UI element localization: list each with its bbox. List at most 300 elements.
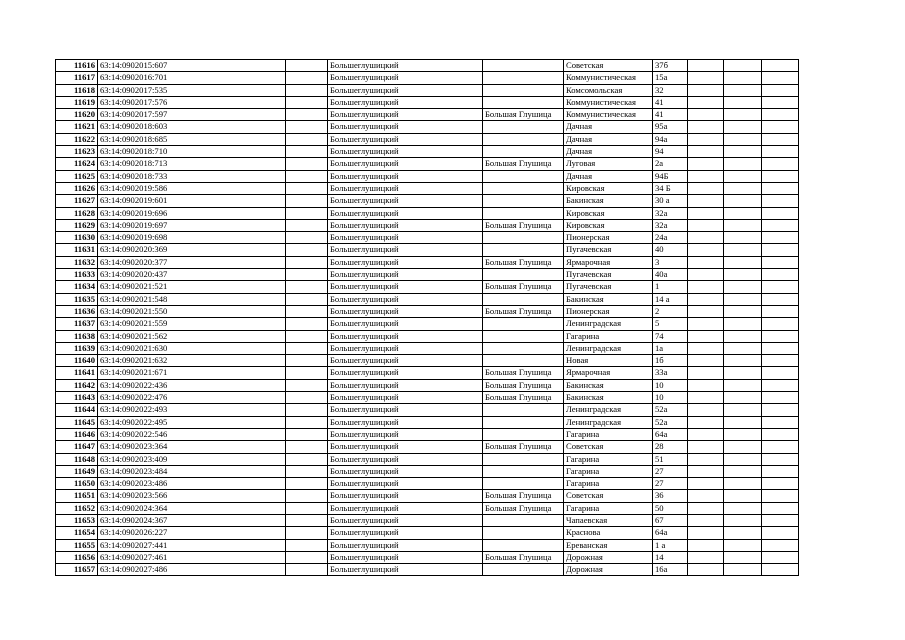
empty-cell	[724, 232, 762, 244]
district-cell: Большеглушицкий	[328, 367, 483, 379]
locality-cell: Большая Глушица	[483, 281, 564, 293]
district-cell: Большеглушицкий	[328, 293, 483, 305]
empty-cell	[688, 330, 724, 342]
locality-cell: Большая Глушица	[483, 219, 564, 231]
house-number-cell: 52а	[653, 404, 688, 416]
empty-cell	[688, 355, 724, 367]
empty-cell	[762, 170, 799, 182]
locality-cell	[483, 465, 564, 477]
empty-cell	[688, 379, 724, 391]
empty-cell	[762, 109, 799, 121]
street-cell: Бакинская	[564, 392, 653, 404]
locality-cell: Большая Глушица	[483, 305, 564, 317]
empty-cell	[724, 392, 762, 404]
district-cell: Большеглушицкий	[328, 109, 483, 121]
house-number-cell: 32а	[653, 219, 688, 231]
empty-cell	[762, 256, 799, 268]
house-number-cell: 32а	[653, 207, 688, 219]
empty-cell	[688, 232, 724, 244]
district-cell: Большеглушицкий	[328, 416, 483, 428]
table-body	[56, 60, 799, 576]
district-cell: Большеглушицкий	[328, 478, 483, 490]
empty-cell	[762, 502, 799, 514]
street-cell: Ленинградская	[564, 342, 653, 354]
cadastral-number-cell: 63:14:0902027:486	[98, 564, 286, 576]
locality-cell	[483, 564, 564, 576]
empty-cell	[762, 527, 799, 539]
street-cell: Дорожная	[564, 564, 653, 576]
empty-cell	[724, 355, 762, 367]
table-row	[56, 305, 799, 317]
empty-cell	[688, 96, 724, 108]
locality-cell	[483, 244, 564, 256]
empty-cell	[286, 195, 328, 207]
house-number-cell: 33а	[653, 367, 688, 379]
locality-cell	[483, 232, 564, 244]
row-number-cell: 11646	[56, 428, 98, 440]
street-cell: Ярмарочная	[564, 367, 653, 379]
street-cell: Гагарина	[564, 502, 653, 514]
empty-cell	[724, 502, 762, 514]
house-number-cell: 10	[653, 392, 688, 404]
cadastral-number-cell: 63:14:0902018:685	[98, 133, 286, 145]
locality-cell	[483, 428, 564, 440]
locality-cell	[483, 121, 564, 133]
table-row	[56, 244, 799, 256]
cadastral-number-cell: 63:14:0902019:696	[98, 207, 286, 219]
street-cell: Пионерская	[564, 232, 653, 244]
empty-cell	[286, 146, 328, 158]
empty-cell	[688, 182, 724, 194]
house-number-cell: 2	[653, 305, 688, 317]
house-number-cell: 74	[653, 330, 688, 342]
cadastral-number-cell: 63:14:0902021:559	[98, 318, 286, 330]
district-cell: Большеглушицкий	[328, 60, 483, 72]
row-number-cell: 11618	[56, 84, 98, 96]
empty-cell	[724, 207, 762, 219]
empty-cell	[762, 244, 799, 256]
district-cell: Большеглушицкий	[328, 146, 483, 158]
empty-cell	[724, 219, 762, 231]
house-number-cell: 28	[653, 441, 688, 453]
district-cell: Большеглушицкий	[328, 342, 483, 354]
cadastral-number-cell: 63:14:0902018:710	[98, 146, 286, 158]
table-row	[56, 551, 799, 563]
cadastral-number-cell: 63:14:0902022:476	[98, 392, 286, 404]
empty-cell	[286, 60, 328, 72]
district-cell: Большеглушицкий	[328, 158, 483, 170]
empty-cell	[688, 527, 724, 539]
locality-cell	[483, 195, 564, 207]
house-number-cell: 1 а	[653, 539, 688, 551]
house-number-cell: 3	[653, 256, 688, 268]
street-cell: Чапаевская	[564, 514, 653, 526]
street-cell: Гагарина	[564, 330, 653, 342]
cadastral-number-cell: 63:14:0902027:441	[98, 539, 286, 551]
table-row	[56, 281, 799, 293]
row-number-cell: 11651	[56, 490, 98, 502]
empty-cell	[286, 392, 328, 404]
district-cell: Большеглушицкий	[328, 318, 483, 330]
cadastral-number-cell: 63:14:0902022:546	[98, 428, 286, 440]
cadastral-number-cell: 63:14:0902016:701	[98, 72, 286, 84]
empty-cell	[688, 60, 724, 72]
row-number-cell: 11648	[56, 453, 98, 465]
property-register-table	[55, 59, 799, 576]
house-number-cell: 50	[653, 502, 688, 514]
cadastral-number-cell: 63:14:0902018:603	[98, 121, 286, 133]
empty-cell	[688, 342, 724, 354]
house-number-cell: 27	[653, 465, 688, 477]
house-number-cell: 5	[653, 318, 688, 330]
empty-cell	[286, 478, 328, 490]
house-number-cell: 94Б	[653, 170, 688, 182]
empty-cell	[762, 158, 799, 170]
empty-cell	[688, 133, 724, 145]
table-row	[56, 60, 799, 72]
empty-cell	[286, 404, 328, 416]
house-number-cell: 14	[653, 551, 688, 563]
cadastral-number-cell: 63:14:0902022:493	[98, 404, 286, 416]
table-row	[56, 514, 799, 526]
empty-cell	[688, 539, 724, 551]
cadastral-number-cell: 63:14:0902019:601	[98, 195, 286, 207]
street-cell: Советская	[564, 441, 653, 453]
empty-cell	[286, 330, 328, 342]
cadastral-number-cell: 63:14:0902018:713	[98, 158, 286, 170]
cadastral-number-cell: 63:14:0902021:550	[98, 305, 286, 317]
empty-cell	[688, 146, 724, 158]
empty-cell	[724, 109, 762, 121]
house-number-cell: 2а	[653, 158, 688, 170]
locality-cell: Большая Глушица	[483, 551, 564, 563]
cadastral-number-cell: 63:14:0902023:486	[98, 478, 286, 490]
empty-cell	[762, 281, 799, 293]
empty-cell	[286, 305, 328, 317]
district-cell: Большеглушицкий	[328, 539, 483, 551]
empty-cell	[688, 84, 724, 96]
empty-cell	[688, 195, 724, 207]
table-row	[56, 121, 799, 133]
street-cell: Ленинградская	[564, 404, 653, 416]
row-number-cell: 11655	[56, 539, 98, 551]
table-row	[56, 207, 799, 219]
empty-cell	[762, 146, 799, 158]
cadastral-number-cell: 63:14:0902020:377	[98, 256, 286, 268]
empty-cell	[762, 84, 799, 96]
row-number-cell: 11652	[56, 502, 98, 514]
empty-cell	[286, 564, 328, 576]
empty-cell	[688, 109, 724, 121]
locality-cell	[483, 342, 564, 354]
street-cell: Кировская	[564, 207, 653, 219]
street-cell: Коммунистическая	[564, 109, 653, 121]
house-number-cell: 94	[653, 146, 688, 158]
cadastral-number-cell: 63:14:0902023:484	[98, 465, 286, 477]
table-row	[56, 527, 799, 539]
empty-cell	[286, 84, 328, 96]
table-row	[56, 330, 799, 342]
table-row	[56, 539, 799, 551]
street-cell: Ярмарочная	[564, 256, 653, 268]
empty-cell	[762, 514, 799, 526]
empty-cell	[688, 281, 724, 293]
empty-cell	[724, 551, 762, 563]
empty-cell	[688, 256, 724, 268]
street-cell: Ленинградская	[564, 318, 653, 330]
house-number-cell: 32	[653, 84, 688, 96]
empty-cell	[724, 133, 762, 145]
empty-cell	[762, 60, 799, 72]
empty-cell	[762, 428, 799, 440]
row-number-cell: 11650	[56, 478, 98, 490]
row-number-cell: 11623	[56, 146, 98, 158]
house-number-cell: 67	[653, 514, 688, 526]
locality-cell: Большая Глушица	[483, 490, 564, 502]
cadastral-number-cell: 63:14:0902019:586	[98, 182, 286, 194]
empty-cell	[762, 121, 799, 133]
empty-cell	[762, 293, 799, 305]
table-row	[56, 441, 799, 453]
house-number-cell: 36	[653, 490, 688, 502]
district-cell: Большеглушицкий	[328, 207, 483, 219]
empty-cell	[724, 441, 762, 453]
district-cell: Большеглушицкий	[328, 551, 483, 563]
district-cell: Большеглушицкий	[328, 379, 483, 391]
empty-cell	[286, 269, 328, 281]
empty-cell	[762, 404, 799, 416]
spreadsheet-page	[55, 59, 799, 576]
table-row	[56, 96, 799, 108]
house-number-cell: 10	[653, 379, 688, 391]
house-number-cell: 64а	[653, 428, 688, 440]
table-row	[56, 133, 799, 145]
street-cell: Луговая	[564, 158, 653, 170]
empty-cell	[286, 342, 328, 354]
empty-cell	[762, 182, 799, 194]
empty-cell	[724, 428, 762, 440]
house-number-cell: 24а	[653, 232, 688, 244]
house-number-cell: 95а	[653, 121, 688, 133]
locality-cell	[483, 539, 564, 551]
table-row	[56, 72, 799, 84]
district-cell: Большеглушицкий	[328, 170, 483, 182]
table-row	[56, 195, 799, 207]
empty-cell	[724, 465, 762, 477]
street-cell: Кировская	[564, 219, 653, 231]
row-number-cell: 11644	[56, 404, 98, 416]
table-row	[56, 490, 799, 502]
row-number-cell: 11635	[56, 293, 98, 305]
street-cell: Гагарина	[564, 478, 653, 490]
empty-cell	[286, 72, 328, 84]
house-number-cell: 1	[653, 281, 688, 293]
district-cell: Большеглушицкий	[328, 219, 483, 231]
empty-cell	[286, 96, 328, 108]
empty-cell	[724, 367, 762, 379]
street-cell: Коммунистическая	[564, 72, 653, 84]
street-cell: Пугачевская	[564, 269, 653, 281]
locality-cell: Большая Глушица	[483, 392, 564, 404]
empty-cell	[762, 539, 799, 551]
empty-cell	[286, 170, 328, 182]
empty-cell	[688, 318, 724, 330]
empty-cell	[724, 84, 762, 96]
locality-cell	[483, 330, 564, 342]
table-row	[56, 404, 799, 416]
district-cell: Большеглушицкий	[328, 84, 483, 96]
cadastral-number-cell: 63:14:0902018:733	[98, 170, 286, 182]
table-row	[56, 109, 799, 121]
street-cell: Бакинская	[564, 293, 653, 305]
empty-cell	[286, 465, 328, 477]
cadastral-number-cell: 63:14:0902021:630	[98, 342, 286, 354]
street-cell: Дачная	[564, 146, 653, 158]
empty-cell	[286, 232, 328, 244]
house-number-cell: 15а	[653, 72, 688, 84]
empty-cell	[286, 490, 328, 502]
row-number-cell: 11647	[56, 441, 98, 453]
empty-cell	[762, 342, 799, 354]
empty-cell	[688, 551, 724, 563]
locality-cell	[483, 60, 564, 72]
row-number-cell: 11645	[56, 416, 98, 428]
empty-cell	[724, 170, 762, 182]
street-cell: Ереванская	[564, 539, 653, 551]
locality-cell: Большая Глушица	[483, 109, 564, 121]
cadastral-number-cell: 63:14:0902015:607	[98, 60, 286, 72]
empty-cell	[724, 478, 762, 490]
house-number-cell: 1б	[653, 355, 688, 367]
district-cell: Большеглушицкий	[328, 330, 483, 342]
empty-cell	[762, 551, 799, 563]
table-row	[56, 367, 799, 379]
empty-cell	[286, 207, 328, 219]
house-number-cell: 1а	[653, 342, 688, 354]
district-cell: Большеглушицкий	[328, 133, 483, 145]
district-cell: Большеглушицкий	[328, 564, 483, 576]
empty-cell	[688, 490, 724, 502]
row-number-cell: 11643	[56, 392, 98, 404]
street-cell: Пугачевская	[564, 244, 653, 256]
empty-cell	[286, 121, 328, 133]
empty-cell	[724, 318, 762, 330]
row-number-cell: 11649	[56, 465, 98, 477]
cadastral-number-cell: 63:14:0902026:227	[98, 527, 286, 539]
district-cell: Большеглушицкий	[328, 527, 483, 539]
row-number-cell: 11654	[56, 527, 98, 539]
empty-cell	[688, 219, 724, 231]
street-cell: Дачная	[564, 121, 653, 133]
row-number-cell: 11641	[56, 367, 98, 379]
locality-cell	[483, 404, 564, 416]
district-cell: Большеглушицкий	[328, 514, 483, 526]
row-number-cell: 11627	[56, 195, 98, 207]
table-row	[56, 146, 799, 158]
empty-cell	[724, 269, 762, 281]
row-number-cell: 11634	[56, 281, 98, 293]
empty-cell	[762, 133, 799, 145]
empty-cell	[762, 72, 799, 84]
locality-cell	[483, 318, 564, 330]
district-cell: Большеглушицкий	[328, 428, 483, 440]
empty-cell	[724, 305, 762, 317]
empty-cell	[688, 428, 724, 440]
empty-cell	[286, 379, 328, 391]
empty-cell	[762, 465, 799, 477]
district-cell: Большеглушицкий	[328, 121, 483, 133]
street-cell: Дачная	[564, 133, 653, 145]
district-cell: Большеглушицкий	[328, 281, 483, 293]
locality-cell	[483, 146, 564, 158]
street-cell: Дачная	[564, 170, 653, 182]
empty-cell	[724, 514, 762, 526]
table-row	[56, 453, 799, 465]
empty-cell	[762, 392, 799, 404]
locality-cell	[483, 207, 564, 219]
empty-cell	[286, 133, 328, 145]
cadastral-number-cell: 63:14:0902023:409	[98, 453, 286, 465]
empty-cell	[762, 232, 799, 244]
empty-cell	[724, 564, 762, 576]
district-cell: Большеглушицкий	[328, 490, 483, 502]
street-cell: Ленинградская	[564, 416, 653, 428]
cadastral-number-cell: 63:14:0902017:597	[98, 109, 286, 121]
row-number-cell: 11656	[56, 551, 98, 563]
district-cell: Большеглушицкий	[328, 182, 483, 194]
district-cell: Большеглушицкий	[328, 195, 483, 207]
empty-cell	[286, 551, 328, 563]
cadastral-number-cell: 63:14:0902019:698	[98, 232, 286, 244]
row-number-cell: 11617	[56, 72, 98, 84]
empty-cell	[724, 146, 762, 158]
empty-cell	[762, 305, 799, 317]
street-cell: Бакинская	[564, 379, 653, 391]
empty-cell	[724, 539, 762, 551]
district-cell: Большеглушицкий	[328, 404, 483, 416]
district-cell: Большеглушицкий	[328, 441, 483, 453]
empty-cell	[724, 60, 762, 72]
row-number-cell: 11628	[56, 207, 98, 219]
empty-cell	[286, 293, 328, 305]
street-cell: Гагарина	[564, 453, 653, 465]
row-number-cell: 11657	[56, 564, 98, 576]
empty-cell	[724, 182, 762, 194]
empty-cell	[762, 379, 799, 391]
empty-cell	[762, 330, 799, 342]
cadastral-number-cell: 63:14:0902019:697	[98, 219, 286, 231]
district-cell: Большеглушицкий	[328, 453, 483, 465]
table-row	[56, 84, 799, 96]
empty-cell	[762, 355, 799, 367]
cadastral-number-cell: 63:14:0902020:369	[98, 244, 286, 256]
empty-cell	[688, 453, 724, 465]
empty-cell	[724, 330, 762, 342]
house-number-cell: 37б	[653, 60, 688, 72]
row-number-cell: 11638	[56, 330, 98, 342]
row-number-cell: 11629	[56, 219, 98, 231]
cadastral-number-cell: 63:14:0902017:535	[98, 84, 286, 96]
table-row	[56, 465, 799, 477]
empty-cell	[286, 158, 328, 170]
row-number-cell: 11622	[56, 133, 98, 145]
empty-cell	[688, 441, 724, 453]
street-cell: Пугачевская	[564, 281, 653, 293]
row-number-cell: 11636	[56, 305, 98, 317]
empty-cell	[286, 318, 328, 330]
house-number-cell: 14 а	[653, 293, 688, 305]
cadastral-number-cell: 63:14:0902024:364	[98, 502, 286, 514]
